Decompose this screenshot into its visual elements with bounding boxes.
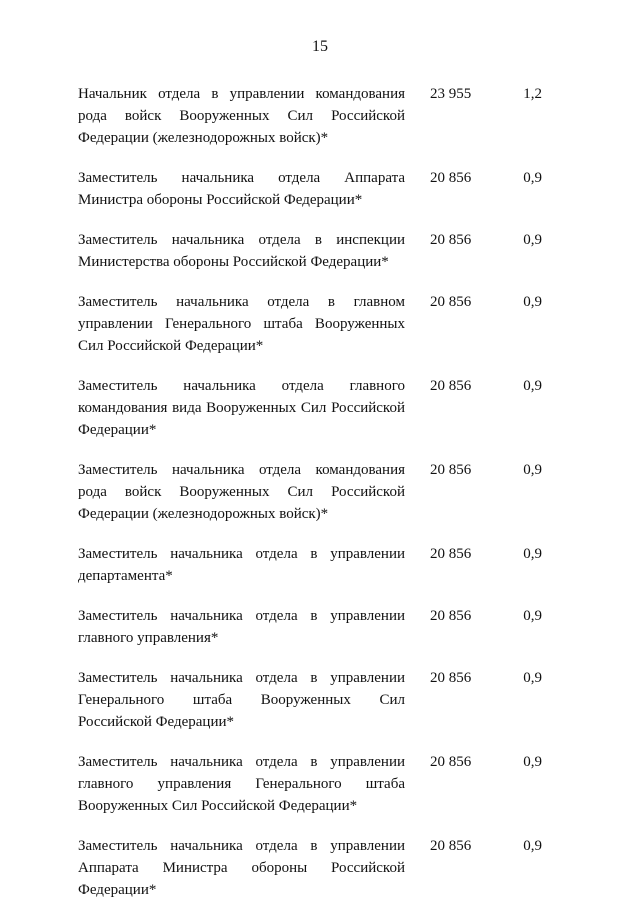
position-title: Заместитель начальника отдела в управлении Генерального штаба Вооруженных Сил Российской Федерации* (78, 670, 405, 730)
salary-amount: 20 856 (430, 378, 472, 394)
table-row (78, 543, 558, 587)
table-row (78, 835, 558, 901)
table-row (78, 229, 558, 273)
table-row (78, 751, 558, 817)
position-title: Заместитель начальника отдела в инспекции Министерства обороны Российской Федерации* (78, 232, 405, 270)
coefficient: 0,9 (523, 754, 542, 770)
table-row (78, 605, 558, 649)
coefficient: 0,9 (523, 546, 542, 562)
salary-amount: 20 856 (430, 838, 472, 854)
position-title: Заместитель начальника отдела в управлении департамента* (78, 546, 405, 584)
table-row (78, 375, 558, 441)
salary-amount: 20 856 (430, 232, 472, 248)
coefficient: 0,9 (523, 294, 542, 310)
position-title: Заместитель начальника отдела главного командования вида Вооруженных Сил Российской Федерации* (78, 378, 405, 438)
coefficient: 0,9 (523, 670, 542, 686)
salary-table (78, 83, 558, 919)
position-title: Заместитель начальника отдела в управлении главного управления* (78, 608, 405, 646)
position-title: Начальник отдела в управлении командования рода войск Вооруженных Сил Российской Федерации (железнодорожных войск)* (78, 86, 405, 146)
salary-amount: 20 856 (430, 170, 472, 186)
table-row (78, 459, 558, 525)
position-title: Заместитель начальника отдела командования рода войск Вооруженных Сил Российской Федерации (железнодорожных войск)* (78, 462, 405, 522)
table-row (78, 667, 558, 733)
coefficient: 0,9 (523, 170, 542, 186)
table-row (78, 83, 558, 149)
table-row (78, 291, 558, 357)
salary-amount: 20 856 (430, 670, 472, 686)
position-title: Заместитель начальника отдела в главном управлении Генерального штаба Вооруженных Сил Российской Федерации* (78, 294, 405, 354)
salary-amount: 23 955 (430, 86, 472, 102)
coefficient: 0,9 (523, 462, 542, 478)
salary-amount: 20 856 (430, 608, 472, 624)
coefficient: 0,9 (523, 838, 542, 854)
coefficient: 1,2 (523, 86, 542, 102)
salary-amount: 20 856 (430, 294, 472, 310)
table-row (78, 167, 558, 211)
position-title: Заместитель начальника отдела в управлении главного управления Генерального штаба Вооруженных Сил Российской Федерации* (78, 754, 405, 814)
coefficient: 0,9 (523, 232, 542, 248)
salary-amount: 20 856 (430, 754, 472, 770)
salary-amount: 20 856 (430, 462, 472, 478)
page-number: 15 (312, 38, 328, 55)
coefficient: 0,9 (523, 378, 542, 394)
coefficient: 0,9 (523, 608, 542, 624)
position-title: Заместитель начальника отдела в управлении Аппарата Министра обороны Российской Федерации* (78, 838, 405, 898)
position-title: Заместитель начальника отдела Аппарата Министра обороны Российской Федерации* (78, 170, 405, 208)
salary-amount: 20 856 (430, 546, 472, 562)
